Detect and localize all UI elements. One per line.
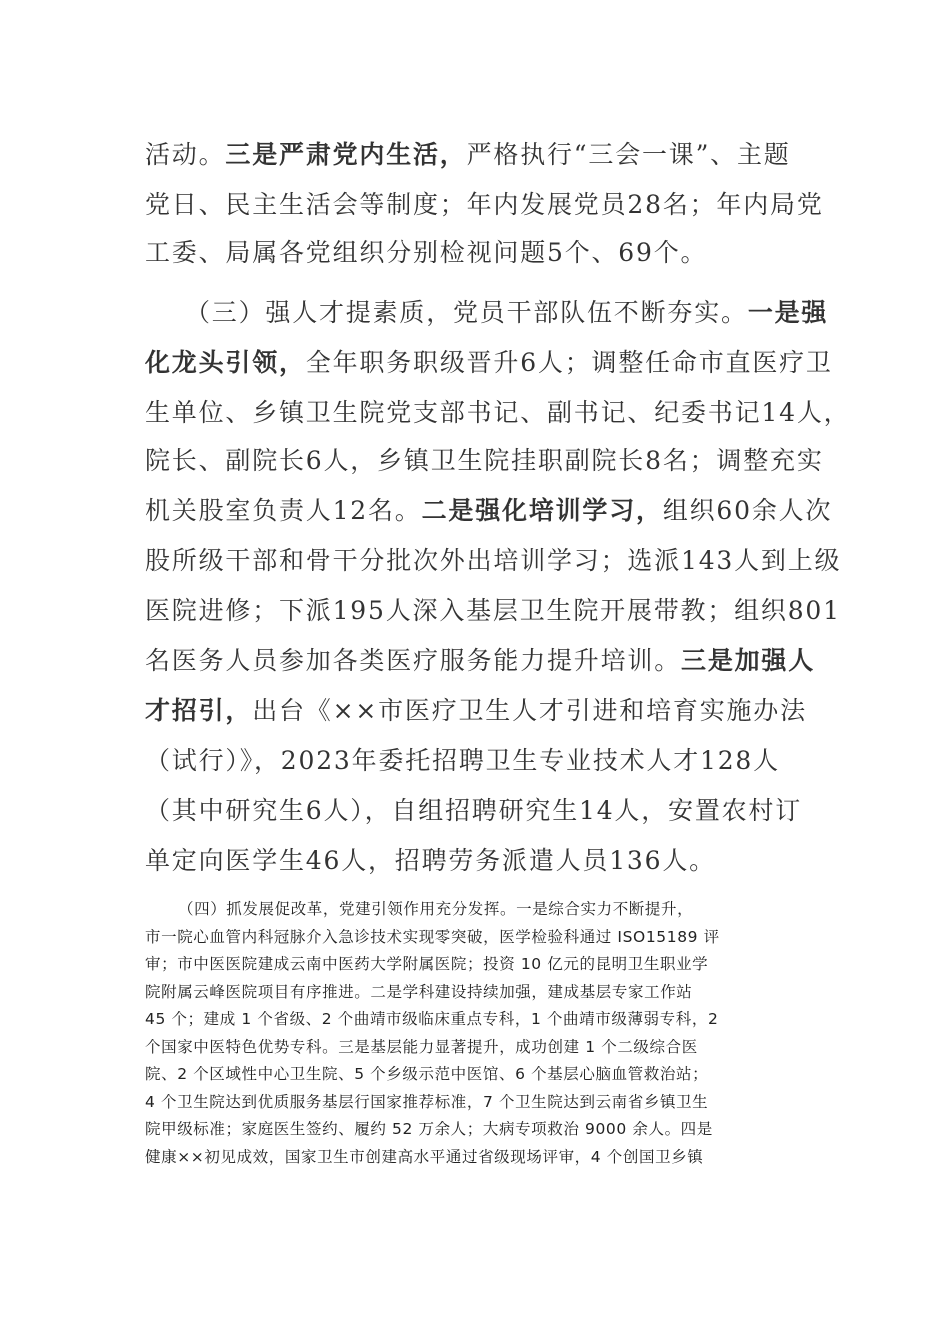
paragraph-line xyxy=(145,135,810,171)
paragraph-line: 审；市中医医院建成云南中医药大学附属医院；投资 10 亿元的昆明卫生职业学 xyxy=(145,955,709,973)
paragraph-line xyxy=(145,185,824,221)
paragraph-line xyxy=(145,393,851,429)
paragraph-line xyxy=(145,233,810,269)
text-run: 生单位、乡镇卫生院党支部书记、副书记、纪委书记14人， xyxy=(145,398,851,427)
bold-run: 一是强 xyxy=(747,298,829,327)
bold-run: 三是加强人 xyxy=(681,646,816,675)
text-run: （三）强人才提素质，党员干部队伍不断夯实。 xyxy=(185,298,748,327)
text-run: 医院进修；下派195人深入基层卫生院开展带教；组织801 xyxy=(145,596,841,625)
text-run: 工委、局属各党组织分别检视问题5个、69个。 xyxy=(145,238,708,267)
text-run: 名医务人员参加各类医疗服务能力提升培训。 xyxy=(145,646,682,675)
paragraph-line xyxy=(145,691,810,727)
bold-run: 化龙头引领， xyxy=(145,348,306,377)
paragraph-line xyxy=(145,491,833,527)
text-run: 机关股室负责人12名。 xyxy=(145,496,422,525)
paragraph-line: 健康××初见成效，国家卫生市创建高水平通过省级现场评审，4 个创国卫乡镇 xyxy=(145,1147,704,1166)
bold-run: 三是严肃党内生活， xyxy=(225,140,467,169)
text-run: 出台《××市医疗卫生人才引进和培育实施办法 xyxy=(252,696,807,725)
paragraph-line xyxy=(185,293,850,329)
text-run: （试行）》，2023年委托招聘卫生专业技术人才128人 xyxy=(145,746,780,775)
text-run: 全年职务职级晋升6人；调整任命市直医疗卫 xyxy=(305,348,833,377)
bold-run: 二是强化培训学习， xyxy=(421,496,663,525)
text-run: 活动。 xyxy=(145,140,226,169)
paragraph-line xyxy=(145,841,810,877)
paragraph-line: 院附属云峰医院项目有序推进。二是学科建设持续加强，建成基层专家工作站 xyxy=(145,982,693,1001)
paragraph-line: 个国家中医特色优势专科。三是基层能力显著提升，成功创建 1 个二级综合医 xyxy=(145,1037,698,1056)
paragraph-line xyxy=(145,541,842,577)
paragraph-line xyxy=(145,791,810,827)
text-run: 党日、民主生活会等制度；年内发展党员28名；年内局党 xyxy=(145,190,824,219)
paragraph-line xyxy=(145,591,841,627)
bold-run: 才招引， xyxy=(145,696,253,725)
text-run: 单定向医学生46人，招聘劳务派遣人员136人。 xyxy=(145,846,716,875)
paragraph-line: 院、2 个区域性中心卫生院、5 个乡级示范中医馆、6 个基层心脑血管救治站； xyxy=(145,1065,709,1083)
paragraph-line: （四）抓发展促改革，党建引领作用充分发挥。一是综合实力不断提升， xyxy=(178,900,694,918)
paragraph-line xyxy=(145,641,816,677)
text-run: 严格执行“三会一课”、主题 xyxy=(466,140,791,169)
text-run: 院长、副院长6人，乡镇卫生院挂职副院长8名；调整充实 xyxy=(145,446,824,475)
text-run: （其中研究生6人），自组招聘研究生14人，安置农村订 xyxy=(145,796,803,825)
paragraph-line xyxy=(145,741,810,777)
paragraph-line: 45 个；建成 1 个省级、2 个曲靖市级临床重点专科，1 个曲靖市级薄弱专科，2 xyxy=(145,1010,719,1028)
text-run: 股所级干部和骨干分批次外出培训学习；选派143人到上级 xyxy=(145,546,842,575)
paragraph-line: 院甲级标准；家庭医生签约、履约 52 万余人；大病专项救治 9000 余人。四是 xyxy=(145,1120,713,1138)
paragraph-line: 4 个卫生院达到优质服务基层行国家推荐标准，7 个卫生院达到云南省乡镇卫生 xyxy=(145,1092,709,1111)
paragraph-line xyxy=(145,441,824,477)
paragraph-line: 市一院心血管内科冠脉介入急诊技术实现零突破，医学检验科通过 ISO15189 评 xyxy=(145,927,720,946)
text-run: 组织60余人次 xyxy=(662,496,833,525)
paragraph-line xyxy=(145,343,833,379)
